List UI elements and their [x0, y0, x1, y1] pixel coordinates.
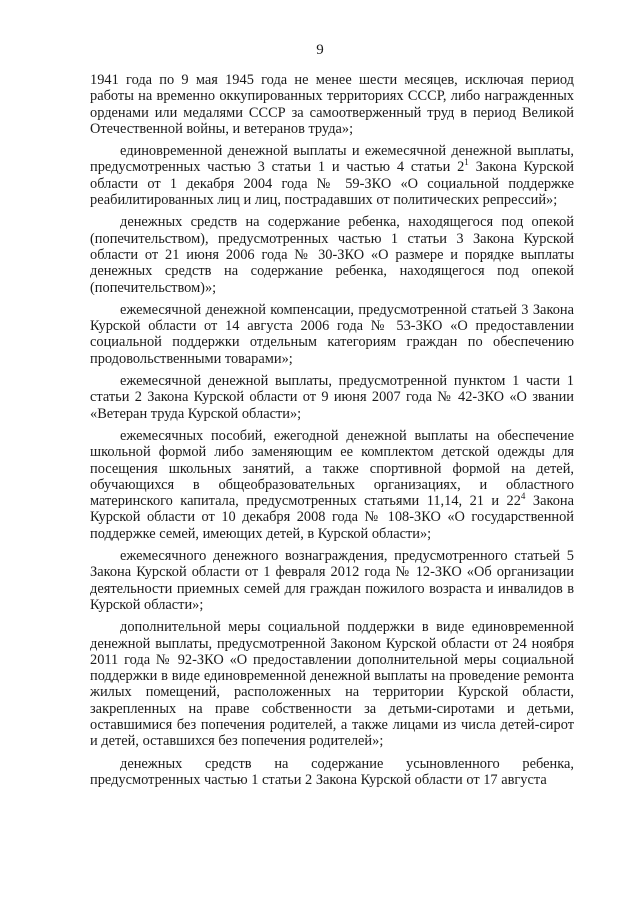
footnote-superscript: 4 [520, 491, 526, 502]
paragraph: ежемесячной денежной выплаты, предусмотренной пунктом 1 части 1 статьи 2 Закона Курской области от 9 июня 2007 года № 42-ЗКО «О звании «Ветеран труда Курской области»; [90, 373, 574, 422]
document-body [90, 72, 574, 794]
footnote-superscript: 1 [464, 157, 469, 168]
paragraph-text: Закона Курской области от 1 декабря 2004 года № 59-ЗКО «О социальной поддержке реабилитированных лиц и лиц, пострадавших от политических репрессий»; [90, 159, 574, 209]
paragraph: денежных средств на содержание ребенка, находящегося под опекой (попечительством), предусмотренных частью 1 статьи 3 Закона Курской области от 21 июня 2006 года № 30-ЗКО «О размере и порядке выплаты денежных средств на содержание ребенка, находящегося под опекой (попечительством)»; [90, 214, 574, 296]
paragraph: ежемесячной денежной компенсации, предусмотренной статьей 3 Закона Курской области от 14 августа 2006 года № 53-ЗКО «О предоставлении социальной поддержки отдельным категориям граждан по обеспечению продовольственными товарами»; [90, 301, 574, 367]
paragraph [90, 143, 574, 208]
paragraph [90, 428, 574, 542]
paragraph: дополнительной меры социальной поддержки в виде единовременной денежной выплаты, предусмотренной Законом Курской области от 24 ноября 2011 года № 92-ЗКО «О предоставлении дополнительной меры социальной поддержки в виде единовременной денежной выплаты на проведение ремонта жилых помещений, расположенных на территории Курской области, закрепленных на праве собственности за детьми-сиротами и детьми, оставшимися без попечения родителей, а также лицами из числа детей-сирот и детей, оставшихся без попечения родителей»; [90, 619, 574, 750]
paragraph: 1941 года по 9 мая 1945 года не менее шести месяцев, исключая период работы на временно оккупированных территориях СССР, либо награжденных орденами или медалями СССР за самоотверженный труд в период Великой Отечественной войны, и ветеранов труда»; [90, 72, 574, 137]
paragraph: ежемесячного денежного вознаграждения, предусмотренного статьей 5 Закона Курской области от 1 февраля 2012 года № 12-ЗКО «Об организации деятельности приемных семей для граждан пожилого возраста и инвалидов в Курской области»; [90, 548, 574, 613]
paragraph-text: Закона Курской области от 10 декабря 2008 года № 108-ЗКО «О государственной поддержке семей, имеющих детей, в Курской области»; [90, 493, 574, 542]
paragraph-text: ежемесячных пособий, ежегодной денежной выплаты на обеспечение школьной формой либо заменяющим ее комплектом детской одежды для посещения школьных занятий, а также спортивной формой на детей, обучающихся в общеобразовательных организациях, и областного материнского капитала, предусмотренных статьями 11,14, 21 и 22 [90, 427, 574, 510]
paragraph: денежных средств на содержание усыновленного ребенка, предусмотренных частью 1 статьи 2 Закона Курской области от 17 августа [90, 755, 574, 788]
page-number: 9 [316, 42, 324, 58]
paragraph-text: единовременной денежной выплаты и ежемесячной денежной выплаты, предусмотренных частью 3 статьи 1 и частью 4 статьи 2 [90, 143, 574, 176]
